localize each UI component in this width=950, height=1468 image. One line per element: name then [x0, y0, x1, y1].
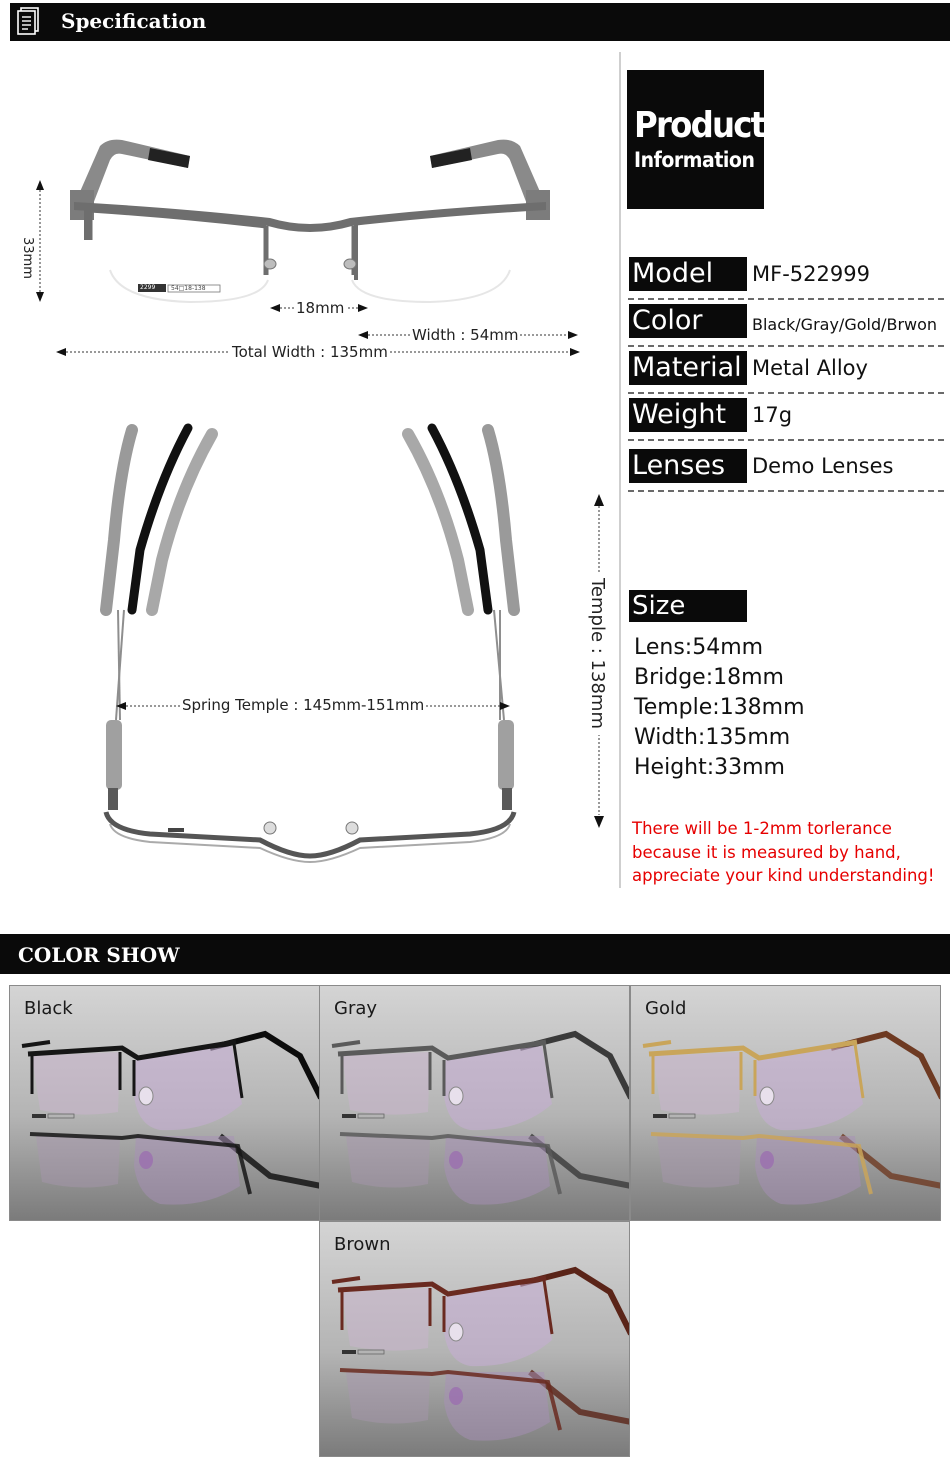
info-value-color: Black/Gray/Gold/Brwon [752, 315, 938, 334]
size-list [634, 633, 805, 783]
frame-imprint-model: 2299 [140, 284, 156, 291]
size-item-temple: Temple:138mm [634, 695, 805, 720]
size-item-height: Height:33mm [634, 755, 785, 780]
color-swatch-label: Gold [645, 998, 687, 1019]
top-measurement-lines [0, 0, 620, 880]
temple-measurement-label: Temple : 138mm [587, 572, 608, 735]
info-value-weight: 17g [752, 403, 793, 427]
info-value-model: MF-522999 [752, 262, 870, 286]
info-label-lenses: Lenses [629, 449, 747, 483]
color-swatch-brown[interactable] [319, 1221, 630, 1457]
glasses-photo-black [10, 986, 320, 1221]
tolerance-note: There will be 1-2mm torlerance because it is measured by hand, appreciate your kind understanding! [632, 819, 935, 885]
lens-width-measurement-label: Width : 54mm [412, 326, 519, 344]
info-row-color [628, 300, 944, 347]
info-label-weight: Weight [629, 398, 747, 432]
color-swatch-gold[interactable] [630, 985, 941, 1221]
info-value-material: Metal Alloy [752, 356, 868, 380]
product-information-badge [627, 70, 764, 209]
info-label-color: Color [629, 304, 747, 338]
info-row-material [628, 347, 944, 394]
info-row-weight [628, 394, 944, 441]
product-information-subtitle: Information [634, 148, 755, 172]
size-item-bridge: Bridge:18mm [634, 665, 784, 690]
frame-imprint-size: 54□18-138 [171, 285, 206, 292]
color-swatch-black[interactable] [9, 985, 320, 1221]
size-title: Size [629, 590, 747, 622]
bridge-measurement-label: 18mm [296, 299, 345, 317]
size-item-width: Width:135mm [634, 725, 791, 750]
color-swatch-label: Black [24, 998, 73, 1019]
color-swatch-label: Brown [334, 1234, 391, 1255]
size-item-lens: Lens:54mm [634, 635, 764, 660]
glasses-photo-gray [320, 986, 630, 1221]
color-show-title: COLOR SHOW [18, 943, 180, 967]
info-row-lenses [628, 441, 944, 492]
info-value-lenses: Demo Lenses [752, 454, 894, 478]
glasses-photo-gold [631, 986, 941, 1221]
spring-temple-measurement-label: Spring Temple : 145mm-151mm [182, 696, 425, 714]
specification-title: Specification [61, 9, 207, 33]
total-width-measurement-label: Total Width : 135mm [232, 343, 388, 361]
info-label-model: Model [629, 257, 747, 291]
color-swatch-gray[interactable] [319, 985, 630, 1221]
product-information-title: Product [634, 105, 765, 146]
info-row-model [628, 253, 944, 300]
info-label-material: Material [629, 351, 747, 385]
vertical-divider [619, 52, 621, 888]
height-measurement-label: 33mm [20, 234, 35, 282]
glasses-photo-brown [320, 1222, 630, 1457]
color-swatch-label: Gray [334, 998, 378, 1019]
